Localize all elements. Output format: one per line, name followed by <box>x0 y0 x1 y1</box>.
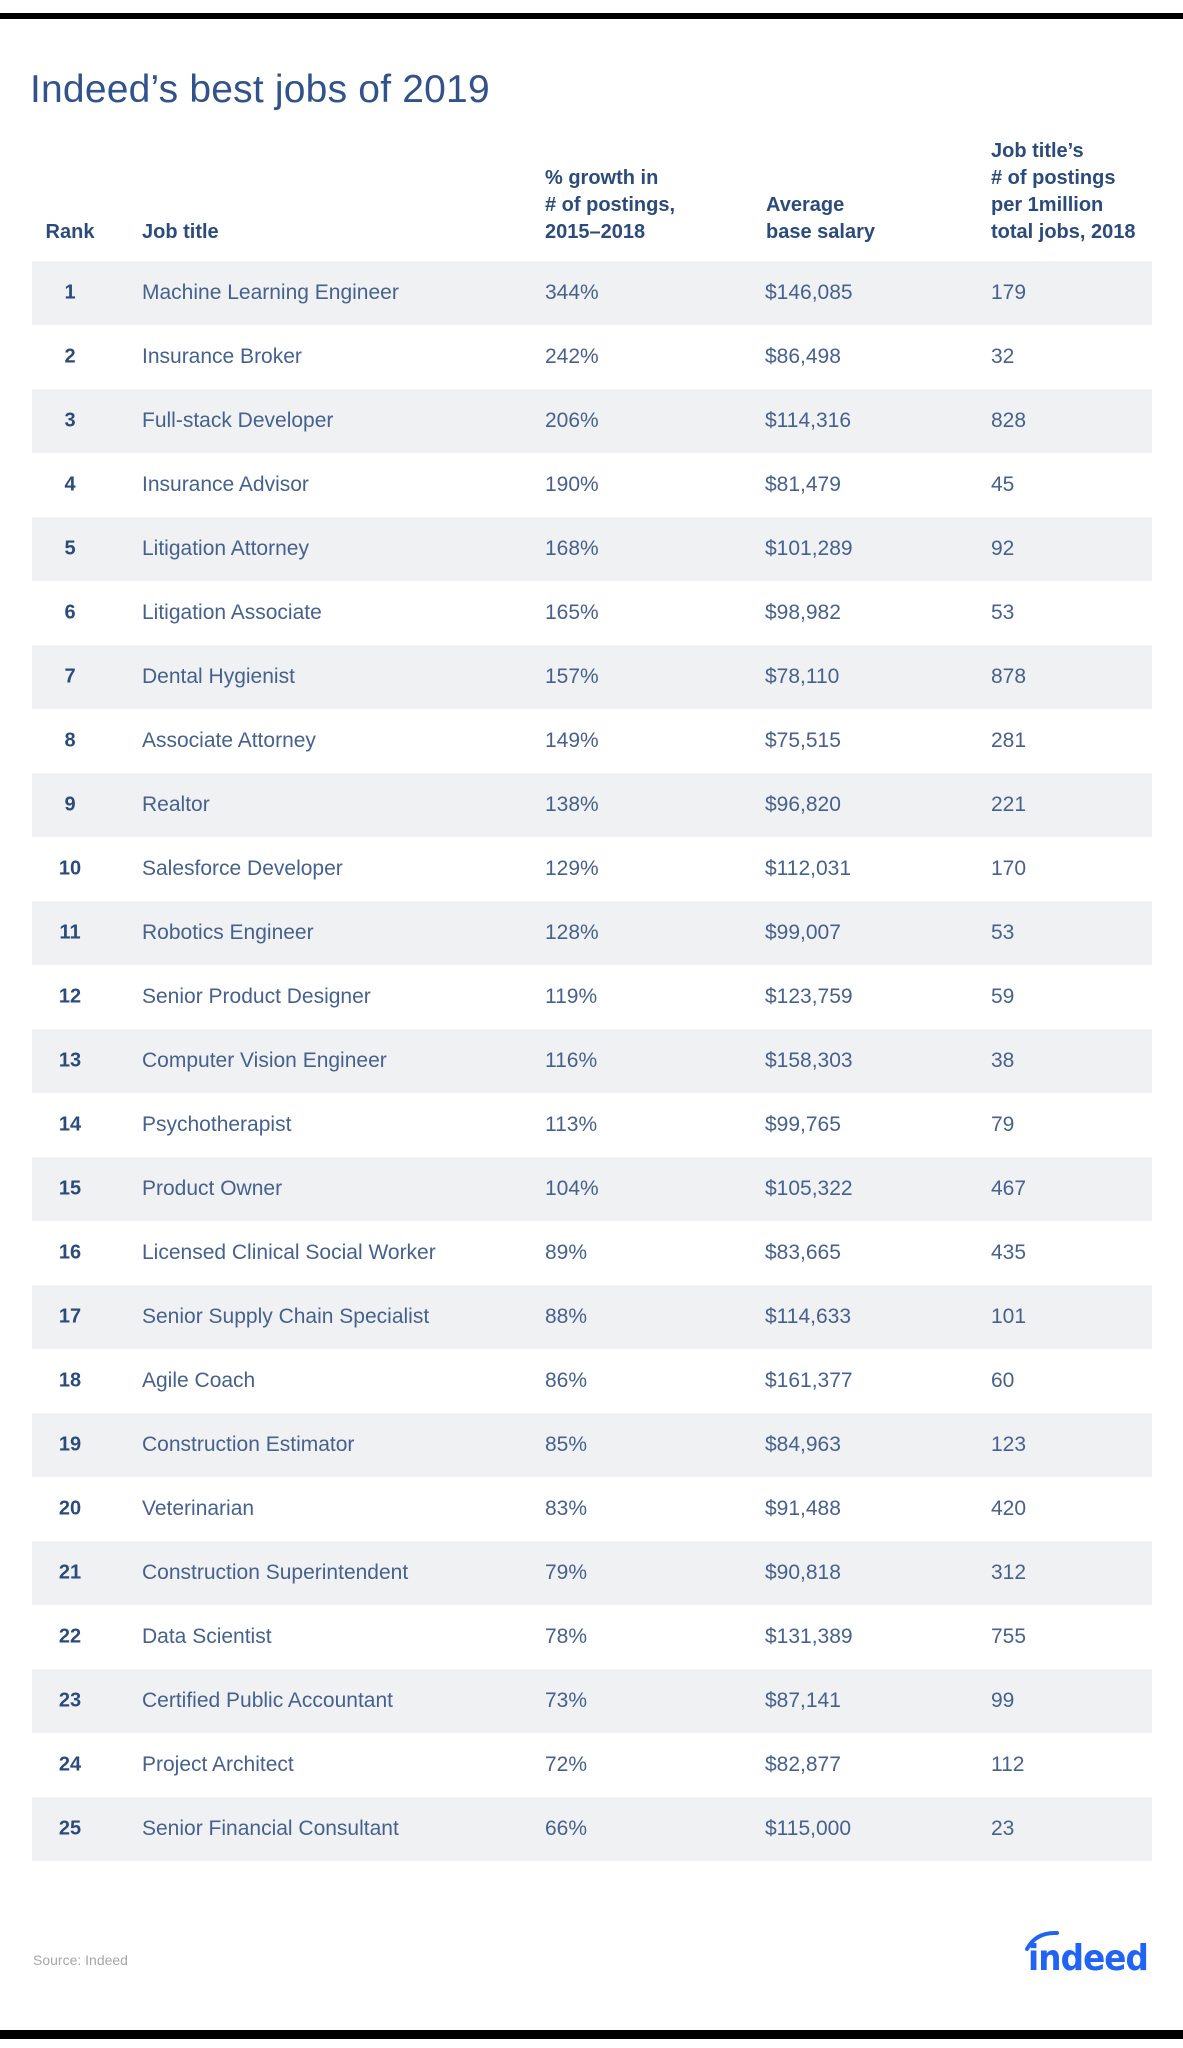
cell-salary: $86,498 <box>765 345 841 368</box>
cell-growth: 190% <box>545 473 599 496</box>
table-row <box>32 1285 1152 1349</box>
cell-salary: $83,665 <box>765 1241 841 1264</box>
cell-job-title: Insurance Advisor <box>142 473 309 496</box>
cell-salary: $112,031 <box>765 857 852 880</box>
cell-rank: 17 <box>58 1305 82 1328</box>
cell-growth: 165% <box>545 601 599 624</box>
cell-job-title: Computer Vision Engineer <box>142 1049 387 1072</box>
column-header-salary <box>766 192 875 246</box>
cell-rank: 4 <box>64 473 76 496</box>
cell-rank: 9 <box>64 793 76 816</box>
column-header-postings-line: per 1million <box>991 194 1104 216</box>
cell-growth: 72% <box>545 1753 588 1776</box>
table-row <box>32 1029 1152 1093</box>
bottom-border-bar <box>0 2030 1183 2039</box>
cell-postings: 92 <box>991 537 1015 560</box>
table-row <box>32 965 1152 1029</box>
cell-salary: $105,322 <box>765 1177 853 1200</box>
cell-salary: $115,000 <box>765 1817 852 1840</box>
table-row <box>32 1733 1152 1797</box>
cell-postings: 32 <box>991 345 1015 368</box>
cell-growth: 79% <box>545 1561 588 1584</box>
cell-postings: 79 <box>991 1113 1015 1136</box>
cell-growth: 113% <box>545 1113 598 1136</box>
cell-job-title: Insurance Broker <box>142 345 302 368</box>
cell-salary: $98,982 <box>765 601 841 624</box>
table-row <box>32 1797 1152 1861</box>
table-row <box>32 1413 1152 1477</box>
cell-postings: 59 <box>991 985 1015 1008</box>
cell-postings: 755 <box>991 1625 1027 1648</box>
cell-rank: 1 <box>64 281 76 304</box>
cell-growth: 344% <box>545 281 599 304</box>
cell-job-title: Project Architect <box>142 1753 294 1776</box>
cell-rank: 3 <box>64 409 76 432</box>
cell-growth: 104% <box>545 1177 599 1200</box>
cell-job-title: Full-stack Developer <box>142 409 334 432</box>
cell-rank: 6 <box>64 601 76 624</box>
cell-postings: 312 <box>991 1561 1027 1584</box>
cell-rank: 19 <box>58 1433 82 1456</box>
cell-job-title: Agile Coach <box>142 1369 256 1392</box>
table-row <box>32 709 1152 773</box>
cell-growth: 66% <box>545 1817 588 1840</box>
cell-rank: 16 <box>58 1241 82 1264</box>
cell-rank: 21 <box>58 1561 82 1584</box>
table-row <box>32 517 1152 581</box>
cell-salary: $99,007 <box>765 921 841 944</box>
cell-job-title: Robotics Engineer <box>142 921 314 944</box>
cell-salary: $123,759 <box>765 985 853 1008</box>
cell-growth: 119% <box>545 985 598 1008</box>
cell-salary: $87,141 <box>765 1689 841 1712</box>
cell-salary: $81,479 <box>765 473 841 496</box>
cell-salary: $82,877 <box>765 1753 841 1776</box>
cell-postings: 60 <box>991 1369 1015 1392</box>
cell-growth: 73% <box>545 1689 588 1712</box>
table-row <box>32 837 1152 901</box>
cell-rank: 2 <box>64 345 76 368</box>
cell-rank: 20 <box>58 1497 82 1520</box>
cell-rank: 5 <box>64 537 76 560</box>
table-header-row <box>0 118 1183 252</box>
cell-rank: 12 <box>58 985 82 1008</box>
cell-postings: 45 <box>991 473 1015 496</box>
cell-job-title: Litigation Associate <box>142 601 322 624</box>
cell-salary: $114,316 <box>765 409 852 432</box>
cell-salary: $78,110 <box>765 665 840 688</box>
column-header-postings-line: Job title’s <box>991 140 1084 162</box>
table-row <box>32 1157 1152 1221</box>
indeed-logo-wordmark: indeed <box>1028 1938 1148 1978</box>
column-header-growth <box>545 165 675 246</box>
column-header-postings-line: # of postings <box>991 167 1116 189</box>
column-header-growth-line: # of postings, <box>545 194 675 216</box>
table-row <box>32 1093 1152 1157</box>
cell-job-title: Litigation Attorney <box>142 537 309 560</box>
table-row <box>32 1605 1152 1669</box>
cell-rank: 14 <box>58 1113 82 1136</box>
cell-postings: 38 <box>991 1049 1015 1072</box>
cell-salary: $158,303 <box>765 1049 853 1072</box>
cell-postings: 179 <box>991 281 1027 304</box>
cell-job-title: Realtor <box>142 793 210 816</box>
table-row <box>32 325 1152 389</box>
column-header-postings-line: total jobs, 2018 <box>991 221 1136 243</box>
cell-growth: 116% <box>545 1049 598 1072</box>
cell-rank: 23 <box>58 1689 82 1712</box>
table-row <box>32 1221 1152 1285</box>
cell-job-title: Data Scientist <box>142 1625 272 1648</box>
cell-growth: 89% <box>545 1241 588 1264</box>
cell-postings: 221 <box>991 793 1027 816</box>
cell-growth: 242% <box>545 345 599 368</box>
cell-salary: $146,085 <box>765 281 853 304</box>
cell-growth: 78% <box>545 1625 588 1648</box>
cell-postings: 467 <box>991 1177 1027 1200</box>
cell-postings: 828 <box>991 409 1027 432</box>
column-header-postings <box>991 138 1136 246</box>
table-row <box>32 453 1152 517</box>
cell-postings: 435 <box>991 1241 1027 1264</box>
column-header-salary-line: base salary <box>766 221 875 243</box>
table-row <box>32 1349 1152 1413</box>
source-note: Source: Indeed <box>33 1952 128 1968</box>
cell-growth: 83% <box>545 1497 588 1520</box>
cell-job-title: Machine Learning Engineer <box>142 281 399 304</box>
cell-job-title: Construction Superintendent <box>142 1561 409 1584</box>
cell-job-title: Product Owner <box>142 1177 283 1200</box>
cell-job-title: Senior Financial Consultant <box>142 1817 399 1840</box>
cell-postings: 170 <box>991 857 1027 880</box>
table-body <box>32 261 1152 1861</box>
cell-growth: 129% <box>545 857 599 880</box>
cell-salary: $101,289 <box>765 537 853 560</box>
cell-postings: 53 <box>991 601 1015 624</box>
table-row <box>32 261 1152 325</box>
cell-job-title: Senior Product Designer <box>142 985 371 1008</box>
table-row <box>32 581 1152 645</box>
page-title: Indeed’s best jobs of 2019 <box>30 68 490 111</box>
cell-job-title: Dental Hygienist <box>142 665 295 688</box>
cell-job-title: Licensed Clinical Social Worker <box>142 1241 436 1264</box>
cell-rank: 7 <box>64 665 76 688</box>
cell-postings: 99 <box>991 1689 1015 1712</box>
cell-growth: 138% <box>545 793 599 816</box>
cell-postings: 420 <box>991 1497 1027 1520</box>
cell-rank: 13 <box>58 1049 82 1072</box>
cell-postings: 23 <box>991 1817 1015 1840</box>
cell-postings: 53 <box>991 921 1015 944</box>
cell-growth: 168% <box>545 537 599 560</box>
top-border-bar <box>0 13 1183 19</box>
column-header-growth-line: 2015–2018 <box>545 221 646 243</box>
column-header-job-title: Job title <box>142 221 219 243</box>
cell-growth: 206% <box>545 409 599 432</box>
table-row <box>32 1669 1152 1733</box>
indeed-logo <box>1024 1926 1152 1978</box>
cell-growth: 88% <box>545 1305 588 1328</box>
cell-postings: 112 <box>991 1753 1025 1776</box>
cell-postings: 123 <box>991 1433 1027 1456</box>
cell-rank: 11 <box>59 921 81 944</box>
table-row <box>32 773 1152 837</box>
cell-salary: $114,633 <box>765 1305 852 1328</box>
cell-job-title: Psychotherapist <box>142 1113 292 1136</box>
cell-salary: $99,765 <box>765 1113 841 1136</box>
table-row <box>32 1541 1152 1605</box>
table-row <box>32 645 1152 709</box>
cell-growth: 85% <box>545 1433 588 1456</box>
cell-job-title: Construction Estimator <box>142 1433 355 1456</box>
cell-job-title: Certified Public Accountant <box>142 1689 393 1712</box>
cell-rank: 25 <box>58 1817 82 1840</box>
cell-rank: 15 <box>58 1177 82 1200</box>
column-header-salary-line: Average <box>766 194 845 216</box>
cell-salary: $91,488 <box>765 1497 841 1520</box>
cell-rank: 18 <box>58 1369 82 1392</box>
cell-rank: 10 <box>58 857 82 880</box>
cell-salary: $75,515 <box>765 729 841 752</box>
cell-job-title: Veterinarian <box>142 1497 255 1520</box>
cell-growth: 86% <box>545 1369 588 1392</box>
table-row <box>32 901 1152 965</box>
cell-salary: $131,389 <box>765 1625 853 1648</box>
cell-salary: $161,377 <box>765 1369 853 1392</box>
table-row <box>32 389 1152 453</box>
cell-growth: 149% <box>545 729 599 752</box>
cell-postings: 281 <box>991 729 1027 752</box>
cell-job-title: Associate Attorney <box>142 729 316 752</box>
cell-growth: 157% <box>545 665 599 688</box>
column-header-rank: Rank <box>45 221 95 243</box>
cell-growth: 128% <box>545 921 599 944</box>
cell-job-title: Senior Supply Chain Specialist <box>142 1305 430 1328</box>
cell-rank: 8 <box>64 729 76 752</box>
cell-postings: 878 <box>991 665 1027 688</box>
cell-rank: 24 <box>58 1753 82 1776</box>
cell-job-title: Salesforce Developer <box>142 857 343 880</box>
cell-postings: 101 <box>991 1305 1027 1328</box>
cell-salary: $84,963 <box>765 1433 841 1456</box>
cell-salary: $90,818 <box>765 1561 841 1584</box>
table-row <box>32 1477 1152 1541</box>
column-header-growth-line: % growth in <box>545 167 659 189</box>
cell-rank: 22 <box>58 1625 82 1648</box>
cell-salary: $96,820 <box>765 793 841 816</box>
